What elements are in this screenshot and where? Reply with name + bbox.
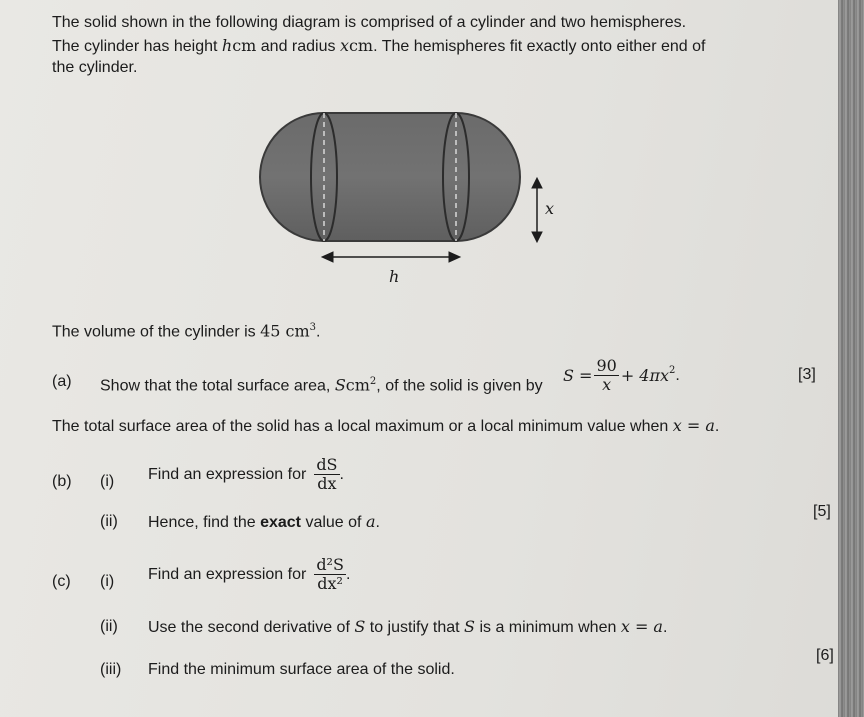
- part-b-ii-end: .: [375, 514, 380, 531]
- part-c-label: (c): [52, 573, 71, 590]
- intro-line-3: [52, 58, 137, 77]
- part-a-label: (a): [52, 373, 72, 390]
- part-c-ii-condition: x = a: [620, 617, 663, 636]
- part-c-i-label: (i): [100, 573, 115, 590]
- intro-text-2b: and radius: [256, 38, 340, 55]
- part-c-ii-prefix: Use the second derivative of: [148, 619, 355, 636]
- solid-diagram: [240, 100, 580, 300]
- unit-exponent: 2: [369, 376, 377, 387]
- part-b-i-end: .: [339, 465, 344, 483]
- intro-text-3: the cylinder.: [52, 59, 138, 76]
- second-derivative-denominator: dx²: [317, 573, 343, 593]
- part-c-ii: [148, 617, 667, 637]
- part-b-label: (b): [52, 473, 72, 490]
- formula-fraction: [594, 357, 618, 394]
- var-S: S: [334, 375, 346, 395]
- solid-outline: [260, 113, 520, 241]
- formula-lhs: S =: [563, 365, 593, 385]
- part-b-ii-prefix: Hence, find the: [148, 514, 261, 531]
- derivative-denominator: dx: [317, 473, 337, 493]
- label-h: h: [389, 267, 400, 286]
- part-b-ii-label: (ii): [100, 513, 118, 530]
- second-derivative-fraction: [314, 556, 346, 593]
- stem-text: [52, 416, 719, 436]
- marks-b: [5]: [813, 503, 831, 520]
- formula-exponent: 2: [669, 365, 676, 376]
- volume-end: .: [316, 323, 321, 341]
- volume-exponent: 3: [309, 322, 317, 333]
- intro-text-1: The solid shown in the following diagram is comprised of a cylinder and two hemispheres.: [52, 14, 687, 31]
- intro-text-2c: . The hemispheres fit exactly onto either end of: [373, 38, 706, 55]
- part-c-ii-mid: to justify that: [365, 619, 465, 636]
- derivative-fraction: [314, 456, 339, 493]
- stem-prefix: The total surface area of the solid has a local maximum or a local minimum value when: [52, 418, 673, 435]
- var-h: h: [221, 36, 233, 55]
- part-b-ii-mid: value of: [301, 514, 366, 531]
- unit-cm: cm: [345, 375, 370, 395]
- volume-value: 45 cm: [260, 321, 310, 341]
- unit-cm: cm: [348, 36, 374, 55]
- var-x: x: [339, 36, 349, 55]
- part-c-i: [148, 552, 350, 596]
- intro-text-2a: The cylinder has height: [52, 38, 222, 55]
- exact-emphasis: exact: [260, 514, 301, 531]
- var-a: a: [365, 512, 376, 531]
- part-c-ii-end: .: [662, 619, 668, 636]
- volume-statement: [52, 318, 321, 341]
- stem-condition: x = a: [672, 416, 715, 435]
- marks-c: [6]: [816, 647, 834, 664]
- page-edge: [838, 0, 864, 717]
- derivative-numerator: dS: [316, 454, 338, 474]
- part-c-iii: Find the minimum surface area of the solid.: [148, 661, 455, 678]
- intro-line-1: [52, 13, 686, 32]
- var-S: S: [464, 617, 475, 636]
- unit-cm: cm: [232, 36, 257, 55]
- part-c-ii-label: (ii): [100, 618, 118, 635]
- part-a-mid: , of the solid is given by: [376, 377, 543, 395]
- fraction-numerator: 90: [596, 355, 617, 375]
- intro-line-2: [52, 36, 705, 56]
- formula-tail: + 4πx: [620, 365, 670, 385]
- var-S: S: [354, 617, 366, 636]
- part-b-i-label: (i): [100, 473, 115, 490]
- part-c-i-end: .: [345, 565, 351, 583]
- second-derivative-numerator: d²S: [316, 554, 344, 574]
- part-a-text: [100, 372, 543, 395]
- stem-end: .: [714, 418, 720, 435]
- volume-text: The volume of the cylinder is: [52, 323, 261, 341]
- height-arrow: [322, 252, 460, 262]
- radius-arrow: [532, 178, 542, 242]
- formula-end: .: [675, 366, 680, 384]
- part-c-i-text: Find an expression for: [148, 565, 307, 583]
- part-c-ii-post: is a minimum when: [475, 619, 621, 636]
- marks-a: [3]: [798, 366, 816, 383]
- label-x: x: [545, 199, 555, 218]
- part-b-i-text: Find an expression for: [148, 465, 307, 483]
- part-c-iii-label: (iii): [100, 661, 122, 678]
- part-b-ii: [148, 512, 380, 532]
- part-a-prefix: Show that the total surface area,: [100, 377, 335, 395]
- surface-area-formula: [563, 353, 680, 397]
- fraction-denominator: x: [602, 374, 612, 394]
- part-b-i: [148, 452, 344, 496]
